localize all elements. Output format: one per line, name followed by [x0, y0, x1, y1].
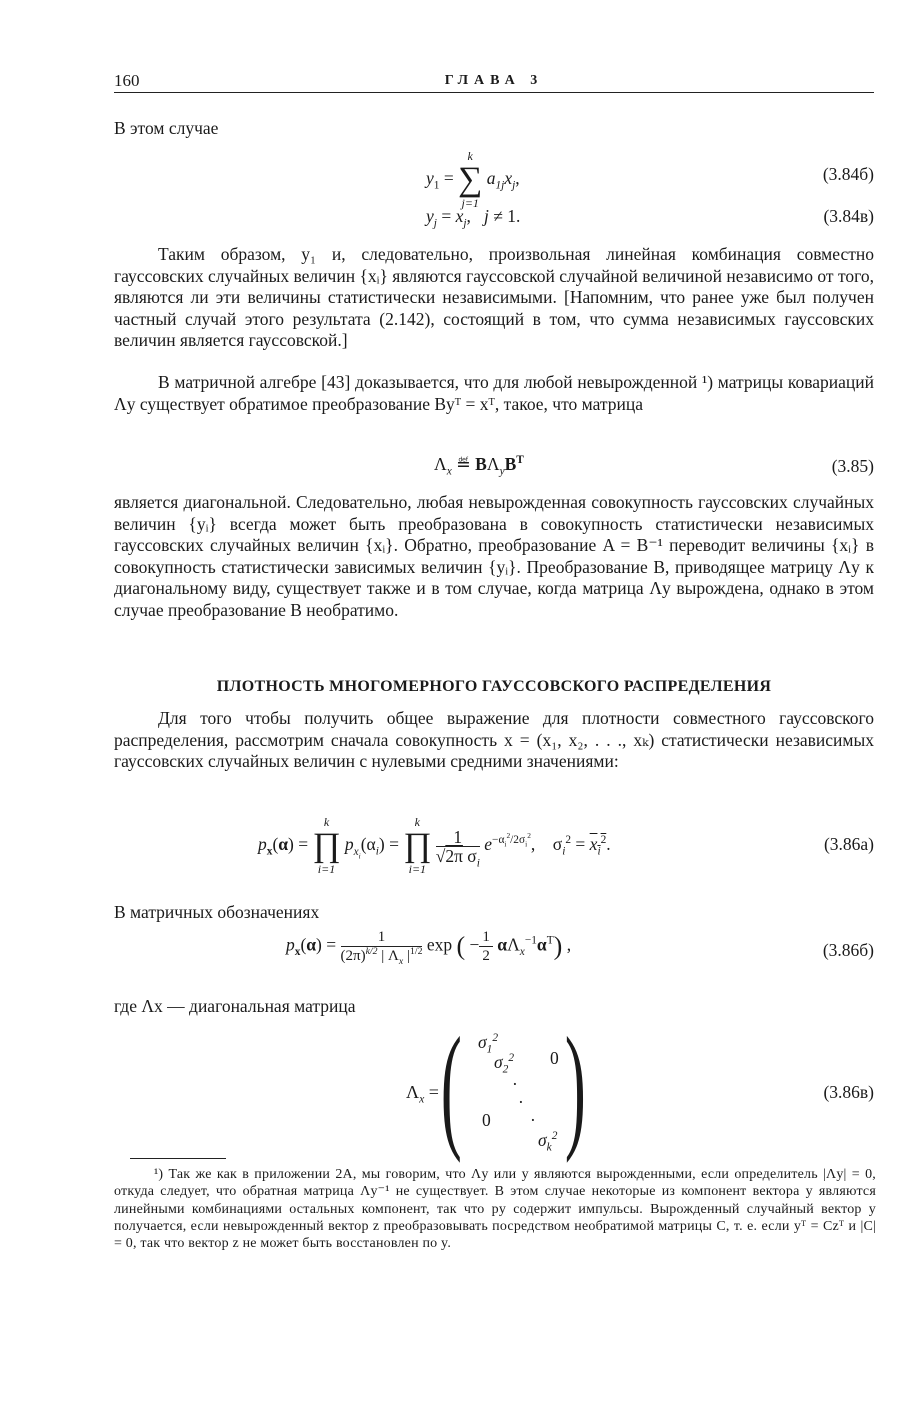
equation-3-86a	[114, 810, 874, 874]
paragraph-2	[114, 372, 874, 415]
equation-3-84v-body: $y_j = x_j$, j ≠ 1.	[426, 206, 521, 230]
equation-3-84b	[114, 146, 874, 210]
equation-label: (3.84в)	[823, 206, 874, 226]
header-rule	[114, 92, 874, 93]
equation-3-85	[114, 448, 874, 478]
intro-paragraph	[114, 118, 874, 140]
equation-label: (3.84б)	[822, 164, 874, 184]
equation-3-85-body: $\Lambda_x$ ≝ $B\Lambda_yB^T$	[434, 454, 524, 478]
section-title: ПЛОТНОСТЬ МНОГОМЕРНОГО ГАУССОВСКОГО РАСПРЕДЕЛЕНИЯ	[216, 678, 772, 695]
paragraph-4-text: Для того чтобы получить общее выражение для плотности совместного гауссовского распределения, рассмотрим сначала совокупность x = (x₁, x₂, . . ., xₖ) статистически независимых гауссовских случайных величин с нулевыми средними значениями:	[114, 708, 874, 772]
paragraph-6-text: где Λx — диагональная матрица	[114, 996, 356, 1016]
equation-label: (3.86б)	[822, 940, 874, 960]
matrix-zero: 0	[482, 1110, 491, 1130]
paragraph-3	[114, 492, 874, 622]
running-head	[114, 70, 874, 90]
left-paren: (	[440, 1009, 462, 1164]
matrix-element: $\sigma_2^2$	[494, 1052, 515, 1076]
matrix-element: $\sigma_1^2$	[478, 1032, 499, 1056]
equation-3-86b	[114, 926, 874, 970]
matrix-element: $\sigma_k^2$	[538, 1130, 558, 1154]
matrix-dot: ·	[512, 1074, 518, 1094]
paragraph-5-text: В матричных обозначениях	[114, 902, 320, 922]
chapter-label: ГЛАВА 3	[444, 73, 544, 88]
paragraph-6	[114, 996, 874, 1018]
equation-label: (3.86а)	[823, 834, 874, 854]
equation-label: (3.86в)	[823, 1082, 874, 1102]
paragraph-1-text: Таким образом, y₁ и, следовательно, произвольная линейная комбинация совместно гауссовских случайных величин {xᵢ} являются гауссовской случайной величиной независимо от того, являются ли эти величины статистически независимыми. [Напомним, что ранее уже был получен частный случай этого результата (2.142), состоящий в том, что сумма независимых гауссовских величин является гауссовской.]	[114, 244, 874, 351]
equation-3-86b-body: $p_x(\alpha)$ = $\frac{1}{(2\pi)^{k/2} | \Lambda_x |^{1/2}}$ exp ( − $\frac{1}{2}$ $\alpha\Lambda_x^{-1}\alpha^T$) ,	[286, 929, 572, 967]
equation-label: (3.85)	[831, 456, 874, 476]
page-number: 160	[114, 71, 140, 90]
equation-3-84v	[114, 206, 874, 230]
matrix-dot: ·	[518, 1092, 524, 1112]
paragraph-5	[114, 902, 874, 924]
matrix-zero: 0	[550, 1048, 559, 1068]
equation-3-86a-body: $p_x(\alpha)$ = k ∏ i=1 $p_{x_i}(\alpha_i)$ = k ∏ i=1 $\frac{1}{√2\pi \sigma_i}$ $e^{-\alpha_i^2/2\sigma_i^2}$, $\sigma_i^2 = x_i^2$.	[258, 815, 611, 876]
paragraph-2-text: В матричной алгебре [43] доказывается, что для любой невырожденной ¹) матрицы ковариаций Λy существует обратимое преобразование Byᵀ = xᵀ, такое, что матрица	[114, 372, 874, 414]
paragraph-3-text: является диагональной. Следовательно, любая невырожденная совокупность гауссовских случайных величин {yᵢ} всегда может быть преобразована в совокупность статистически независимых гауссовских случайных величин {xᵢ}. Обратно, преобразование A = B⁻¹ переводит величины {xᵢ} в совокупность статистически зависимых величин {yᵢ}. Преобразование B, приводящее матрицу Λy к диагональному виду, существует также и в том случае, когда матрица Λy вырождена, однако в этом случае преобразование B необратимо.	[114, 492, 874, 620]
footnote-text: ¹) Так же как в приложении 2А, мы говорим, что Λy или y являются вырожденными, если определитель |Λy| = 0, откуда следует, что обратная матрица Λy⁻¹ не существует. В этом случае некоторые из компонент вектора y являются линейными комбинациями остальных компонент, так что py содержит импульсы. Вырожденный случайный вектор y получается, если невырожденный вектор z преобразовывать посредством необратимой матрицы C, т. е. если yᵀ = Czᵀ и |C| = 0, так что вектор z не может быть восстановлен по y.	[114, 1167, 876, 1252]
equation-3-86v	[114, 1082, 874, 1106]
footnote	[114, 1166, 876, 1252]
paragraph-4	[114, 708, 874, 773]
equation-3-84b-body: $y_1$ = k ∑ j=1 $a_{1j}x_j$,	[426, 149, 520, 210]
matrix-lhs: $\Lambda_x$ =	[406, 1082, 439, 1106]
paragraph-1	[114, 244, 874, 352]
right-paren: )	[564, 1009, 586, 1164]
footnote-rule	[130, 1158, 226, 1159]
intro-text: В этом случае	[114, 118, 219, 138]
matrix-dot: ·	[530, 1110, 536, 1130]
